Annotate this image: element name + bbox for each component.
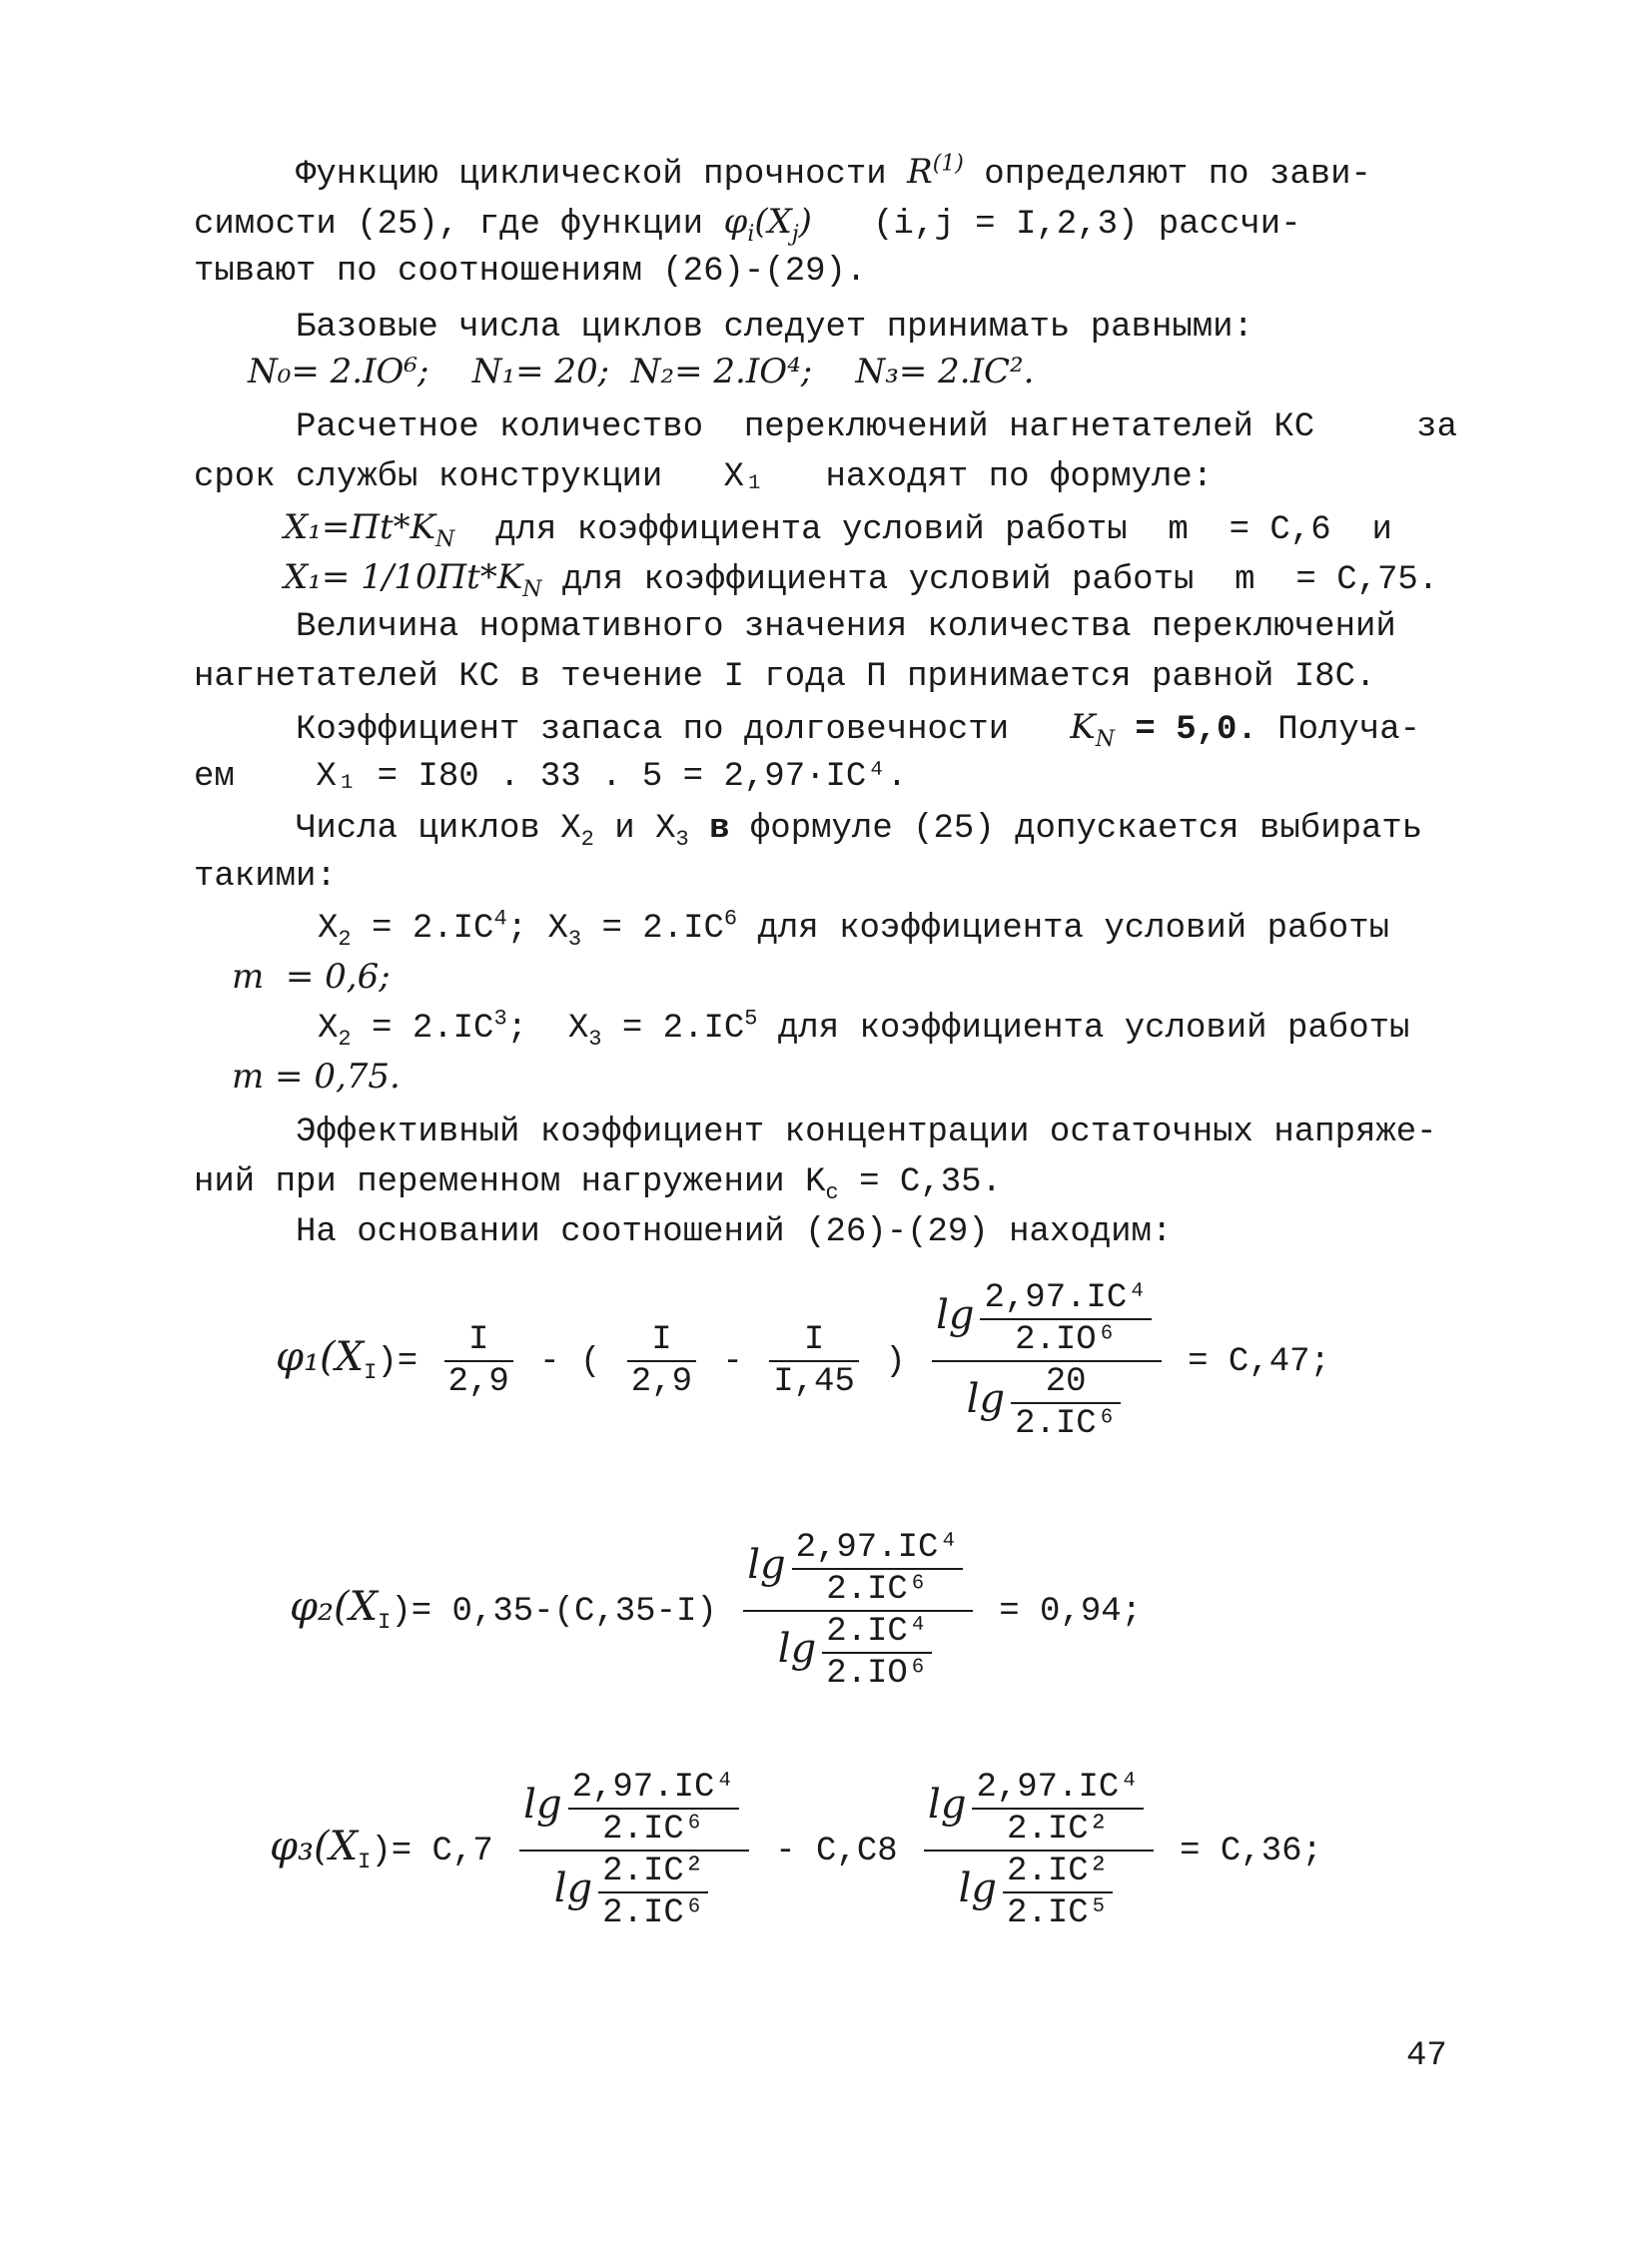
fraction — [568, 1768, 739, 1850]
operator: ) — [885, 1342, 906, 1381]
denominator: 2,9 — [630, 1363, 693, 1401]
text-line-14 — [296, 807, 1422, 851]
fraction — [792, 1528, 963, 1610]
text-line-7: срок службы конструкции X₁ находят по формуле: — [194, 458, 1214, 496]
superscript: 3 — [493, 1006, 507, 1032]
subscript: N — [435, 526, 455, 552]
text-segment: ; X — [506, 1010, 589, 1048]
fraction-log-ratio — [743, 1528, 973, 1694]
text-segment: Получа- — [1256, 711, 1421, 749]
lg-symbol: lg — [523, 1781, 562, 1828]
fraction-c — [769, 1320, 859, 1402]
text-line-10: Величина нормативного значения количества переключений — [296, 608, 1396, 646]
phi1-symbol: φ₁(X — [276, 1333, 365, 1380]
lg-symbol: lg — [966, 1375, 1006, 1422]
text-line-22: На основании соотношений (26)-(29) находим: — [296, 1213, 1173, 1251]
subscript: 2 — [338, 926, 352, 952]
text-line-2 — [194, 200, 1301, 247]
text-line-20: Эффективный коэффициент концентрации остаточных напряже- — [296, 1114, 1437, 1151]
subscript: I — [364, 1359, 378, 1385]
subscript: 3 — [588, 1026, 602, 1052]
superscript: (1) — [932, 151, 964, 177]
fraction — [598, 1852, 708, 1933]
formula-phi3 — [270, 1768, 1322, 1933]
text-line-13: ем X₁ = I80 . 33 . 5 = 2,97·IC⁴. — [194, 758, 908, 796]
text-segment: определяют по зави- — [963, 156, 1371, 194]
log-numerator — [743, 1528, 973, 1612]
phi3-symbol: φ₃(X — [270, 1823, 359, 1869]
denominator: 2.IC⁶ — [826, 1571, 929, 1609]
log-denominator — [519, 1852, 749, 1933]
text-segment: X — [318, 910, 339, 948]
text-line-11: нагнетателей КС в течение I года П принимается равной I8C. — [194, 658, 1376, 696]
fraction-b — [627, 1320, 696, 1402]
log-numerator — [519, 1768, 749, 1852]
denominator: 2.IC⁶ — [1015, 1405, 1118, 1443]
subscript: 2 — [338, 1026, 352, 1052]
denominator: 2.IO⁶ — [826, 1655, 929, 1693]
text-line-18 — [318, 1007, 1409, 1051]
numerator: 2,97.IC⁴ — [972, 1768, 1143, 1810]
text-segment: и X — [593, 810, 676, 848]
denominator: 2.IC⁶ — [602, 1894, 705, 1932]
text-line-9 — [284, 555, 1438, 602]
subscript: I — [358, 1849, 372, 1874]
lg-symbol: lg — [958, 1865, 998, 1911]
lg-symbol: lg — [777, 1625, 817, 1672]
subscript: 3 — [567, 926, 582, 952]
result: = 0,94; — [999, 1592, 1143, 1631]
lg-symbol: lg — [553, 1865, 593, 1911]
subscript: 3 — [675, 826, 689, 852]
text-line-16 — [318, 907, 1389, 951]
log-denominator — [932, 1362, 1162, 1444]
fraction — [1011, 1362, 1121, 1444]
text-segment: = C,35. — [838, 1163, 1002, 1201]
numerator: I — [627, 1320, 696, 1362]
text-segment: ) — [798, 202, 812, 242]
fraction-log-ratio — [932, 1278, 1162, 1444]
symbol-phi: φ — [723, 202, 748, 242]
text-segment: симости (25), где функции — [194, 206, 724, 244]
denominator: 2.IC² — [1007, 1811, 1110, 1849]
formula-phi2 — [290, 1528, 1142, 1694]
text-line-3: тывают по соотношениям (26)-(29). — [194, 253, 867, 291]
text-segment: Коэффициент запаса по долговечности — [296, 711, 1071, 749]
text-segment: для коэффициента условий работы — [737, 910, 1389, 948]
text-segment: )= — [377, 1342, 418, 1381]
numerator: 2.IC⁴ — [822, 1612, 932, 1654]
operator: - ( — [539, 1342, 601, 1381]
text-line-12 — [296, 705, 1420, 752]
superscript: 5 — [744, 1006, 758, 1032]
numerator: 20 — [1011, 1362, 1121, 1404]
fraction-a — [444, 1320, 513, 1402]
text-segment: ; X — [506, 910, 568, 948]
denominator: 2.IO⁶ — [1015, 1321, 1118, 1359]
subscript: I — [378, 1609, 392, 1635]
denominator: I,45 — [773, 1363, 855, 1401]
text-line-17: m = 0,6; — [232, 957, 391, 997]
text-segment: = 2.IC — [601, 1010, 745, 1048]
fraction — [972, 1768, 1143, 1850]
text-line-5: N₀= 2.IO⁶; N₁= 20; N₂= 2.IO⁴; N₃= 2.IC². — [248, 352, 1035, 391]
subscript: i — [747, 221, 755, 247]
formula-x1: X₁= — [284, 557, 362, 597]
denominator: 2,9 — [447, 1363, 509, 1401]
text-segment: = 2.IC — [351, 1010, 494, 1048]
fraction — [822, 1612, 932, 1694]
formula-phi1 — [276, 1278, 1330, 1444]
fraction — [980, 1278, 1151, 1360]
text-segment: X — [318, 1010, 339, 1048]
page-number: 47 — [1406, 2037, 1447, 2075]
text-line-21 — [194, 1160, 1002, 1204]
operator: - — [722, 1342, 764, 1381]
value-bold: = 5,0. — [1114, 711, 1257, 749]
numerator: 2.IC² — [598, 1852, 708, 1893]
numerator: 2,97.IC⁴ — [568, 1768, 739, 1810]
log-numerator — [932, 1278, 1162, 1362]
log-denominator — [924, 1852, 1154, 1933]
text-line-1 — [296, 150, 1371, 197]
symbol-K: K — [1070, 707, 1096, 747]
log-denominator — [743, 1612, 973, 1694]
text-segment: = 2.IC — [581, 910, 724, 948]
text-segment: = 2.IC — [351, 910, 494, 948]
superscript: 6 — [723, 906, 738, 932]
text-line-19: m = 0,75. — [232, 1057, 401, 1097]
text-segment: для коэффициента условий работы m = C,75. — [541, 561, 1439, 599]
log-numerator — [924, 1768, 1154, 1852]
subscript: N — [522, 576, 542, 602]
text-segment: для коэффициента условий работы — [757, 1010, 1410, 1048]
subscript: N — [1095, 726, 1115, 752]
lg-symbol: lg — [928, 1781, 967, 1828]
text-segment: ний при переменном нагружении K — [194, 1163, 826, 1201]
denominator: 2.IC⁵ — [1007, 1894, 1110, 1932]
fraction: 1/10 — [361, 557, 437, 597]
text-segment: Функцию циклической прочности — [296, 156, 908, 194]
operator: - C,C8 — [775, 1832, 898, 1870]
numerator: I — [444, 1320, 513, 1362]
fraction — [1003, 1852, 1113, 1933]
text-line-8 — [284, 505, 1392, 552]
text-segment: (X — [754, 202, 792, 242]
phi2-symbol: φ₂(X — [290, 1583, 379, 1630]
text-segment: в — [688, 810, 730, 848]
numerator: 2,97.IC⁴ — [980, 1278, 1151, 1320]
subscript: c — [825, 1179, 839, 1205]
text-segment: )= C,7 — [371, 1832, 493, 1870]
text-segment: )= 0,35-(C,35-I) — [391, 1592, 717, 1631]
text-segment: (i,j = I,2,3) рассчи- — [811, 206, 1301, 244]
subscript: j — [791, 221, 799, 247]
fraction-log-ratio-b — [924, 1768, 1154, 1933]
text-segment: для коэффициента условий работы m = C,6 и — [454, 511, 1392, 549]
text-line-6: Расчетное количество переключений нагнетателей КС за — [296, 408, 1457, 446]
denominator: 2.IC⁶ — [602, 1811, 705, 1849]
formula-x1: X₁=Пt*K — [284, 507, 436, 547]
numerator: 2.IC² — [1003, 1852, 1113, 1893]
formula-part: Пt*K — [436, 557, 523, 597]
result: = C,36; — [1180, 1832, 1322, 1870]
fraction-log-ratio-a — [519, 1768, 749, 1933]
superscript: 4 — [493, 906, 507, 932]
lg-symbol: lg — [747, 1541, 786, 1588]
lg-symbol: lg — [936, 1291, 975, 1338]
subscript: 2 — [580, 826, 594, 852]
text-line-4: Базовые числа циклов следует принимать равными: — [296, 309, 1253, 347]
numerator: I — [769, 1320, 859, 1362]
symbol-R: R — [907, 152, 933, 192]
text-line-15: такими: — [194, 858, 337, 896]
text-segment: Числа циклов X — [296, 810, 581, 848]
numerator: 2,97.IC⁴ — [792, 1528, 963, 1570]
text-segment: формуле (25) допускается выбирать — [729, 810, 1423, 848]
result: = C,47; — [1188, 1342, 1330, 1381]
